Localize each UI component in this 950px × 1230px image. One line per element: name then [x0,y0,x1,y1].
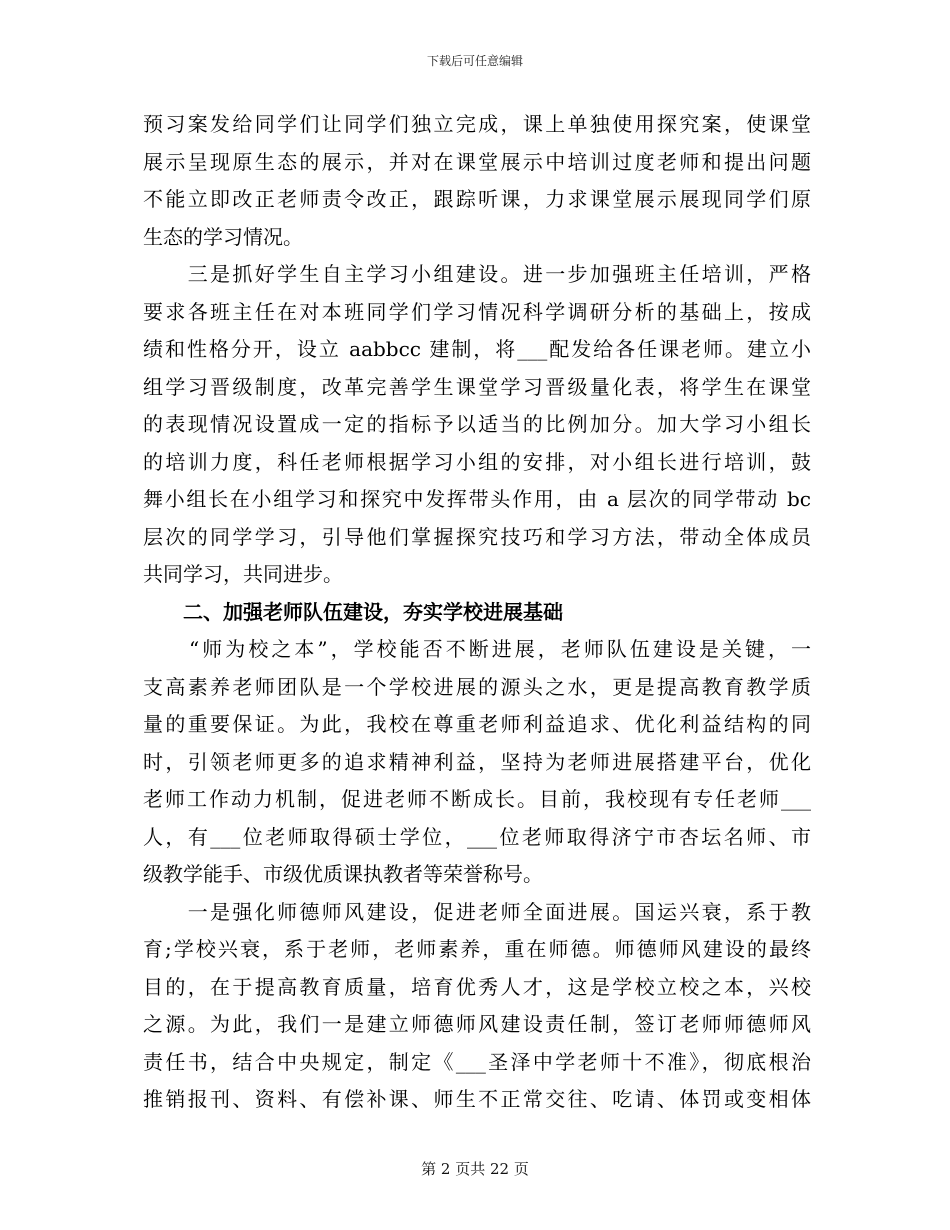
page-header: 下载后可任意编辑 [426,54,523,68]
text-line: 推销报刊、资料、有偿补课、师生不正常交往、吃请、体罚或变相体 [143,1087,811,1111]
text-line: 的表现情况设置成一定的指标予以适当的比例加分。加大学习小组长 [143,412,811,436]
section-heading: 二、加强老师队伍建设，夯实学校进展基础 [143,599,563,624]
text-line: 支高素养老师团队是一个学校进展的源头之水，更是提高教育教学质 [143,674,811,699]
text-line: 层次的同学学习，引导他们掌握探究技巧和学习方法，带动全体成员 [143,524,811,549]
text-line: 育;学校兴衰，系于老师，老师素养，重在师德。师德师风建设的最终 [143,937,811,961]
text-line: 三是抓好学生自主学习小组建设。进一步加强班主任培训，严格 [143,262,811,286]
text-line: 舞小组长在小组学习和探究中发挥带头作用，由 a 层次的同学带动 bc [143,487,811,511]
text-line: 级教学能手、市级优质课执教者等荣誉称号。 [143,862,543,886]
document-body [143,106,811,1119]
text-line: 一是强化师德师风建设，促进老师全面进展。国运兴衰，系于教 [143,899,811,924]
text-line: 目的，在于提高教育质量，培育优秀人才，这是学校立校之本，兴校 [143,974,811,999]
text-line: 共同学习，共同进步。 [143,562,343,586]
text-line: 责任书，结合中央规定，制定《___圣泽中学老师十不准》，彻底根治 [143,1049,811,1074]
text-line: 量的重要保证。为此，我校在尊重老师利益追求、优化利益结构的同 [143,712,811,736]
text-line: 展示呈现原生态的展示，并对在课堂展示中培训过度老师和提出问题 [143,149,811,174]
text-line: 绩和性格分开，设立 aabbcc 建制，将___配发给各任课老师。建立小 [143,337,811,361]
page-footer: 第 2 页共 22 页 [421,1160,529,1178]
text-line: 的培训力度，科任老师根据学习小组的安排，对小组长进行培训，鼓 [143,449,811,474]
text-line: 生态的学习情况。 [143,224,303,249]
text-line: 之源。为此，我们一是建立师德师风建设责任制，签订老师师德师风 [143,1012,811,1036]
text-line: 组学习晋级制度，改革完善学生课堂学习晋级量化表，将学生在课堂 [143,374,811,399]
text-line: 老师工作动力机制，促进老师不断成长。目前，我校现有专任老师___ [143,787,811,811]
text-line: “师为校之本”，学校能否不断进展，老师队伍建设是关键，一 [143,637,811,661]
text-line: 预习案发给同学们让同学们独立完成，课上单独使用探究案，使课堂 [143,112,811,136]
text-line: 要求各班主任在对本班同学们学习情况科学调研分析的基础上，按成 [143,299,811,324]
text-line: 不能立即改正老师责令改正，跟踪听课，力求课堂展示展现同学们原 [143,187,811,211]
text-line: 时，引领老师更多的追求精神利益，坚持为老师进展搭建平台，优化 [143,749,811,774]
text-line: 人，有___位老师取得硕士学位，___位老师取得济宁市杏坛名师、市 [143,824,811,849]
